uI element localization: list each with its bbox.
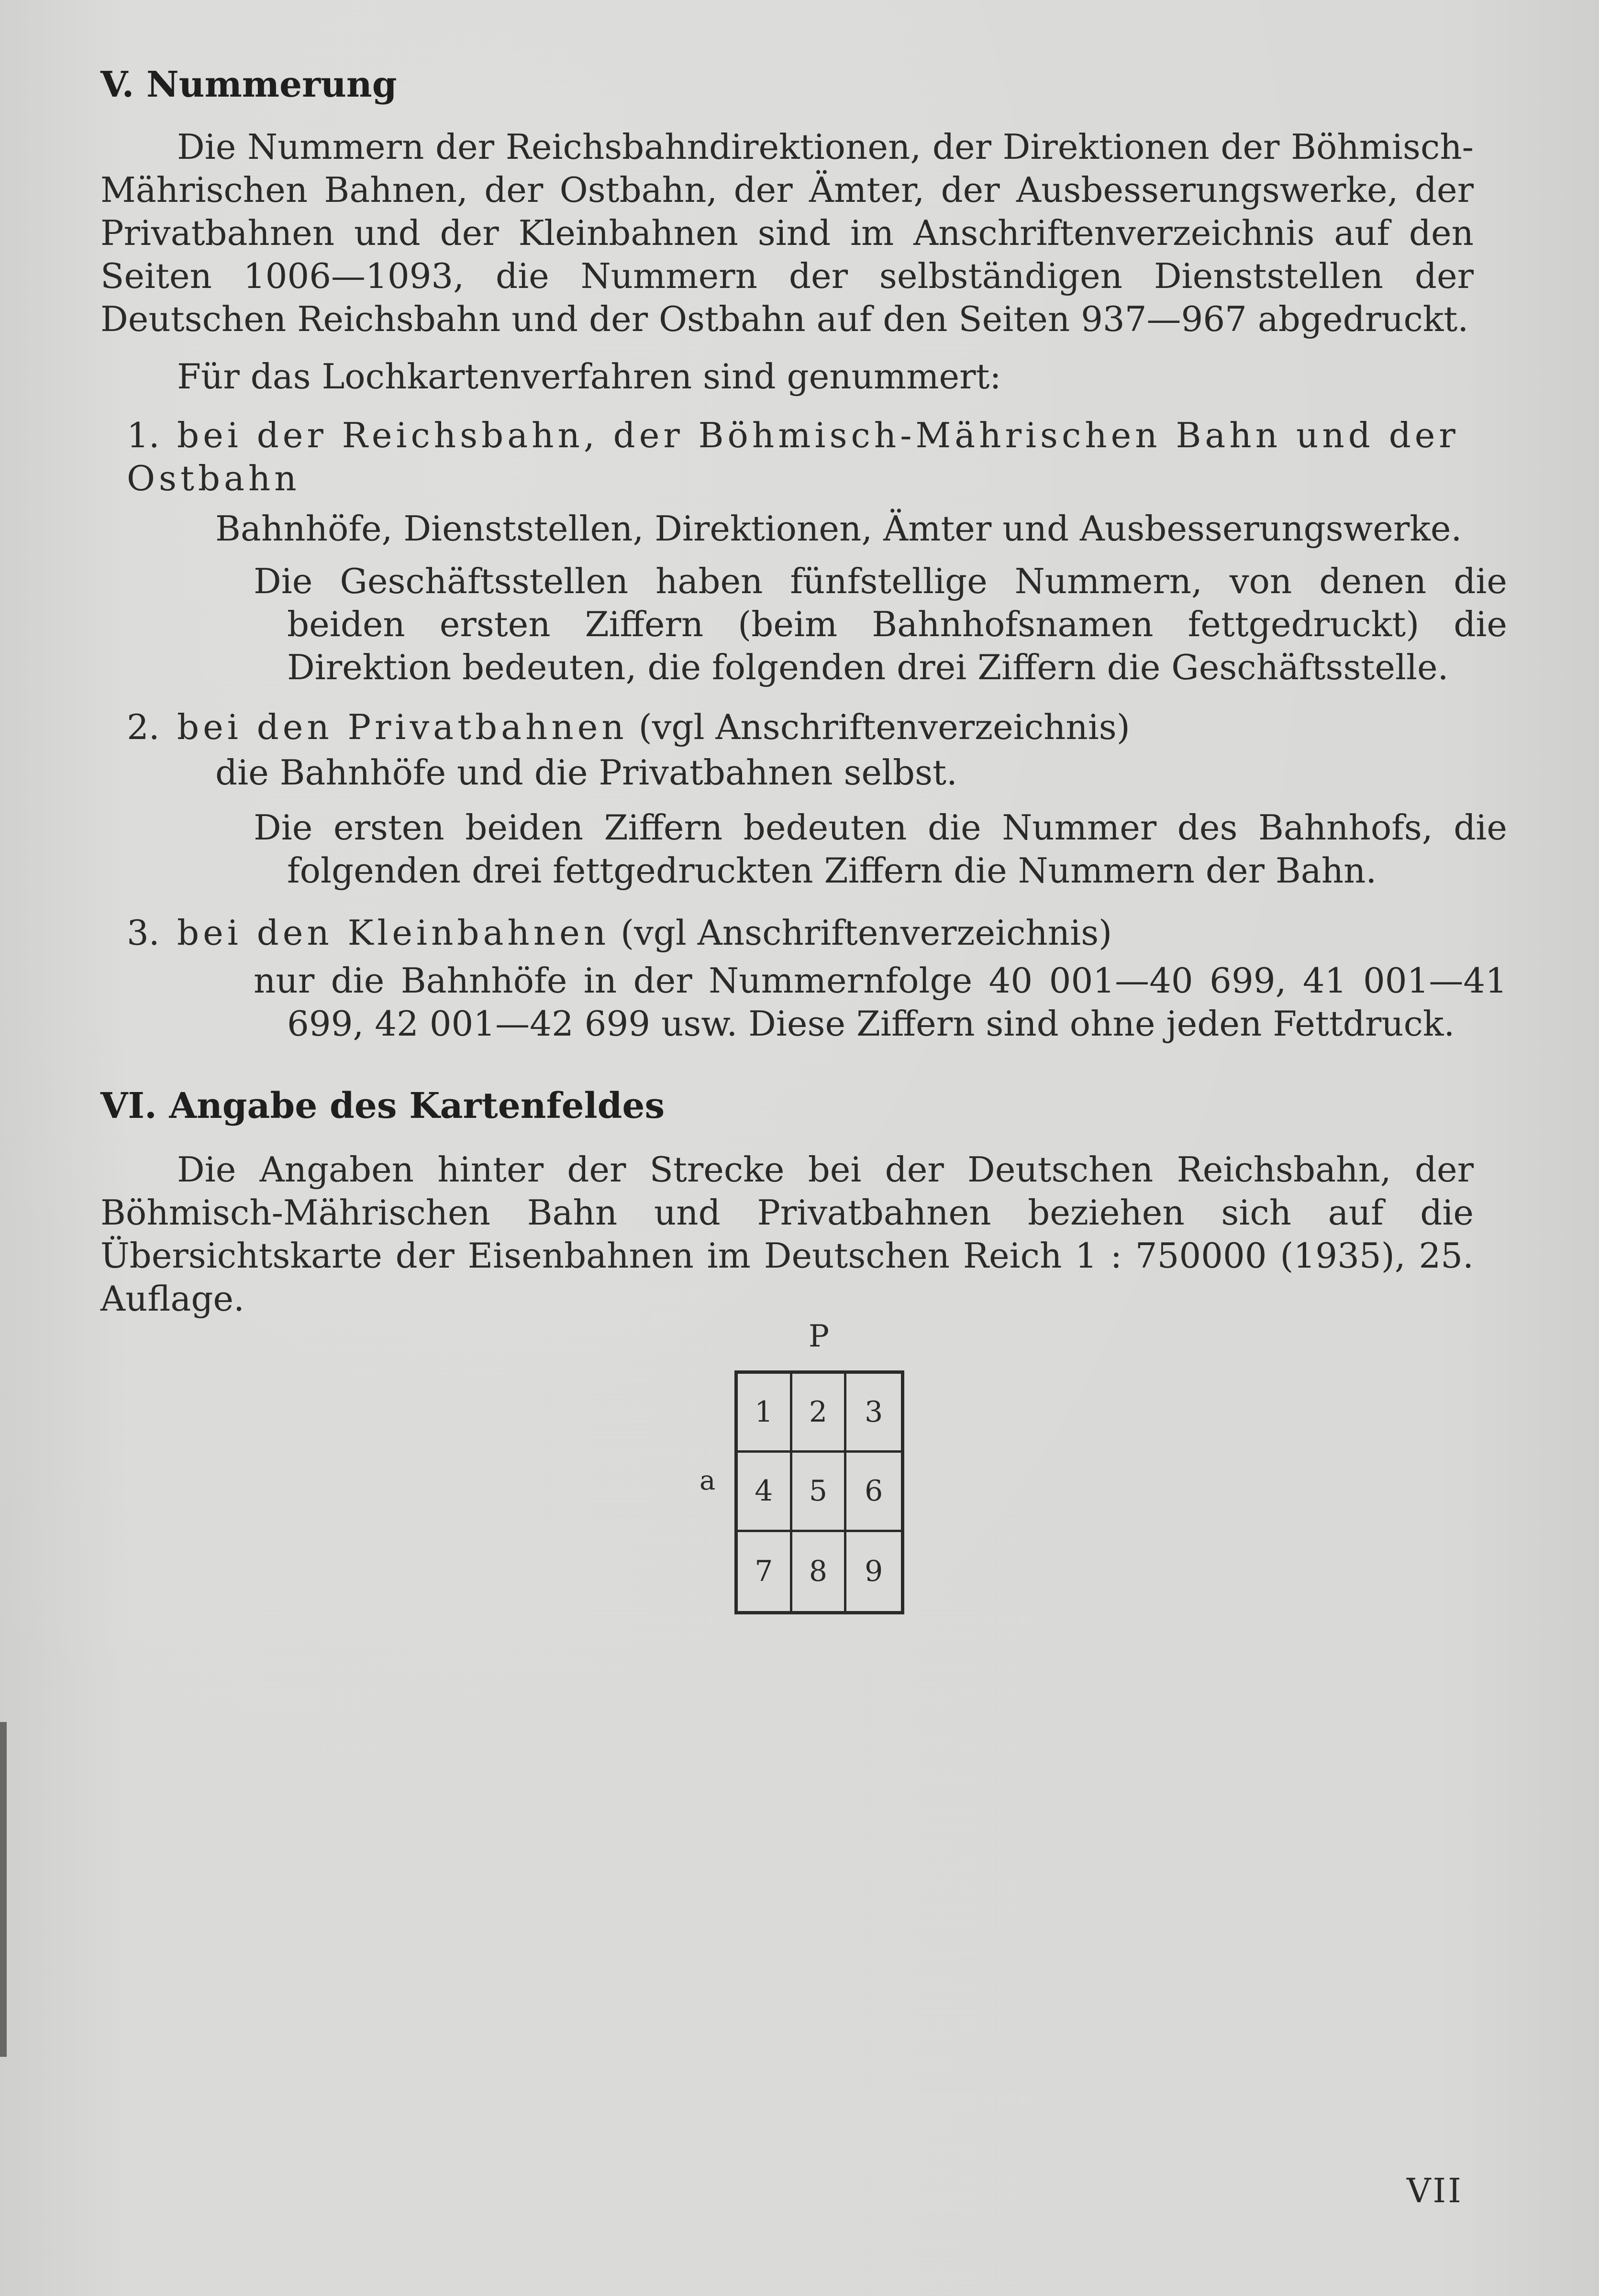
list-item-1-title bbox=[127, 414, 1474, 500]
section-vi-paragraph-1: Die Angaben hinter der Strecke bei der Deutschen Reichsbahn, der Böhmisch-Mährischen Bahn und Privatbahnen beziehen sich auf die Übersichtskarte der Eisenbahnen im Deutschen Reich 1 : 750000 (1935), 25. Auflage. bbox=[100, 1149, 1474, 1319]
list-item-2-number: 2. bbox=[127, 707, 160, 747]
map-field-grid bbox=[734, 1370, 904, 1614]
page-number: VII bbox=[1407, 2171, 1463, 2210]
list-item-3-number: 3. bbox=[127, 913, 160, 953]
section-v-paragraph-1: Die Nummern der Reichsbahndirektionen, der Direktionen der Böhmisch-Mährischen Bahnen, der Ostbahn, der Ämter, der Ausbesserungswerke, der Privatbahnen und der Kleinbahnen sind im Anschriftenverzeichnis auf den Seiten 1006—1093, die Nummern der selbständigen Dienststellen der Deutschen Reichsbahn und der Ostbahn auf den Seiten 937—967 abgedruckt. bbox=[100, 127, 1474, 339]
list-item-2-sub: die Bahnhöfe und die Privatbahnen selbst. bbox=[215, 752, 957, 793]
grid-left-label: a bbox=[700, 1465, 716, 1496]
list-item-1-title-text: bei der Reichsbahn, der Böhmisch-Mährischen Bahn und der Ostbahn bbox=[127, 415, 1459, 498]
list-item-1-note: Die Geschäftsstellen haben fünfstellige Nummern, von denen die beiden ersten Ziffern (beim Bahnhofsnamen fettgedruckt) die Direktion bedeuten, die folgenden drei Ziffern die Geschäftsstelle. bbox=[254, 561, 1507, 687]
grid-top-label: P bbox=[809, 1319, 830, 1354]
grid-cell-8: 8 bbox=[792, 1532, 847, 1611]
map-field-grid-figure bbox=[734, 1370, 904, 1614]
grid-cell-5: 5 bbox=[792, 1453, 847, 1532]
grid-cell-6: 6 bbox=[846, 1453, 901, 1532]
list-item-1-number: 1. bbox=[127, 415, 160, 455]
list-item-3-title-text: bei den Kleinbahnen bbox=[177, 913, 610, 953]
grid-cell-7: 7 bbox=[738, 1532, 792, 1611]
list-item-2-title bbox=[127, 706, 1474, 749]
section-vi-heading: VI. Angabe des Kartenfeldes bbox=[100, 1085, 665, 1126]
list-item-2-note: Die ersten beiden Ziffern bedeuten die Nummer des Bahnhofs, die folgenden drei fettgedruckten Ziffern die Nummern der Bahn. bbox=[254, 807, 1507, 891]
list-item-2-title-suffix: (vgl Anschriftenverzeichnis) bbox=[638, 707, 1130, 747]
list-item-3-title bbox=[127, 911, 1474, 954]
section-v-heading: V. Nummerung bbox=[100, 64, 397, 105]
grid-cell-9: 9 bbox=[865, 1555, 883, 1589]
grid-cell-4: 4 bbox=[738, 1453, 792, 1532]
grid-cell-3: 3 bbox=[846, 1374, 901, 1453]
list-item-3-title-suffix: (vgl Anschriftenverzeichnis) bbox=[621, 913, 1112, 953]
grid-cell-2: 2 bbox=[792, 1374, 847, 1453]
list-item-3-sub: nur die Bahnhöfe in der Nummernfolge 40 001—40 699, 41 001—41 699, 42 001—42 699 usw. Diese Ziffern sind ohne jeden Fettdruck. bbox=[254, 960, 1507, 1044]
binding-edge-shadow bbox=[0, 1722, 7, 2057]
grid-cell-1: 1 bbox=[738, 1374, 792, 1453]
section-v-paragraph-2: Für das Lochkartenverfahren sind genummert: bbox=[177, 356, 1001, 397]
list-item-2-title-text: bei den Privatbahnen bbox=[177, 707, 628, 747]
list-item-1-sub: Bahnhöfe, Dienststellen, Direktionen, Ämter und Ausbesserungswerke. bbox=[215, 508, 1462, 549]
